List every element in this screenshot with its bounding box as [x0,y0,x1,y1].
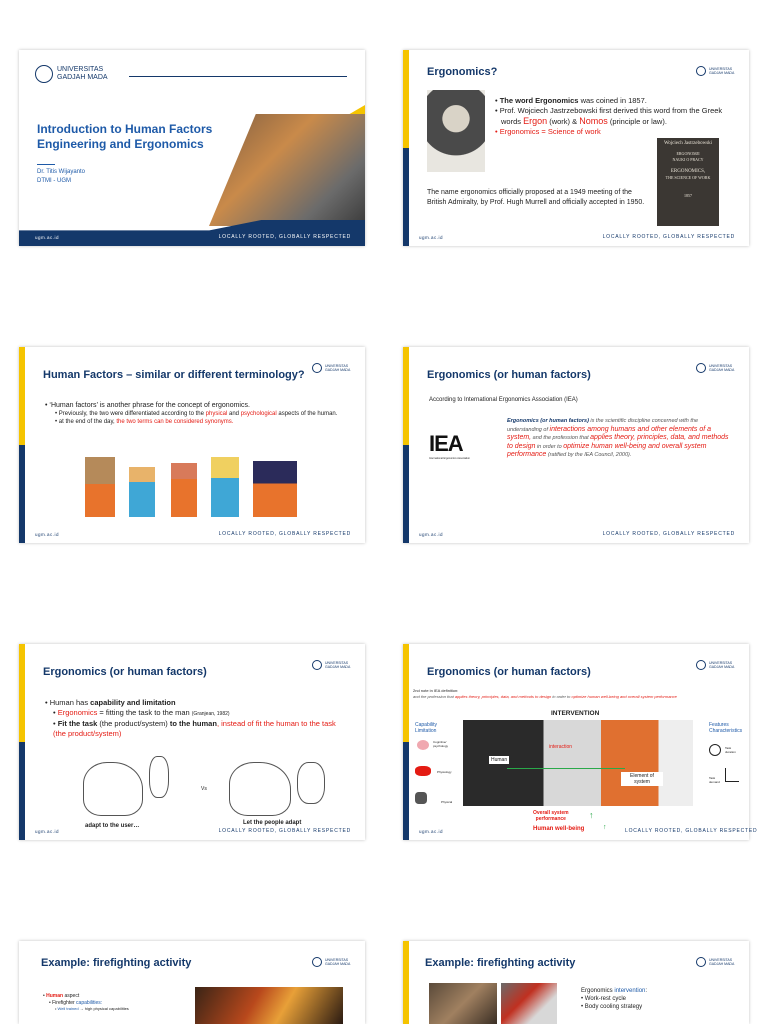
strength-icon [415,792,427,804]
definition-quote: Ergonomics (or human factors) is the scientific discipline concerned with the understanding of interactions among humans and other elements of a system, and the profession that applies theory, principles, data, and methods to design in order to optimize human well-being and overall system performance (ratified by the IEA Council, 2000). [507,418,729,458]
task-demand-label: Task demand [709,776,720,784]
figure-woman-2 [211,457,239,517]
author-dept: DTMI - UGM [37,178,71,184]
intervention-item-1: • Work-rest cycle [581,996,627,1002]
interaction-arrow [507,768,625,769]
note-body: and the profession that applies theory, principles, data, and methods to design in order to optimize human well-being and overall system performance [413,693,677,699]
title-rule [37,164,55,165]
slide-7[interactable] [19,941,365,1024]
slide-3[interactable] [19,347,365,543]
footer-site[interactable]: ugm.ac.id [419,235,444,240]
slide-title: Ergonomics (or human factors) [43,666,207,678]
sub-bullet-2: • at the end of the day, the two terms can be considered synonyms. [55,419,234,425]
slide-title: Example: firefighting activity [41,957,192,969]
iea-logo-text: IEA [429,431,463,456]
sub-bullet-2: • Fit the task (the product/system) to the human, instead of fit the human to the task (the product/system) [53,719,336,738]
subtitle: According to International Ergonomics Association (IEA) [429,397,578,403]
iea-logo-subtitle: International Ergonomics Association [429,457,470,460]
slide-title: Ergonomics? [427,66,498,78]
book-line: THE SCIENCE OF WORK [665,175,711,180]
bullet-list [45,698,345,739]
book-cover [657,138,719,226]
slide-8[interactable] [403,941,749,1024]
ugm-seal-icon [312,660,322,670]
caption-left: adapt to the user… [85,823,140,829]
cognitive-label: Cognitive/ psychology [433,740,449,748]
university-name-line1: UNIVERSITAS [57,66,104,73]
bullet-1: • Human has capability and limitation [45,698,176,707]
figure-woman-1 [129,467,155,517]
ugm-logo-text: UNIVERSITAS GADJAH MADA [325,958,351,966]
note-heading: 2nd note in IEA definition: [413,688,459,693]
footer-tagline: LOCALLY ROOTED, GLOBALLY RESPECTED [218,531,351,537]
ugm-seal-icon [696,957,706,967]
ugm-logo-text: UNIVERSITAS GADJAH MADA [325,661,351,669]
firefighter-photo-1 [429,983,497,1024]
figure-man [171,463,197,517]
slide-title: Ergonomics (or human factors) [427,666,591,678]
figure-box-head [85,457,115,517]
bullet-list [45,401,345,426]
ugm-logo [312,957,351,967]
ugm-logo [696,957,735,967]
element-of-system-label: Element of system [621,772,663,786]
bullet-1: • The word Ergonomics was coined in 1857. [495,96,647,105]
bullet-2: • Prof. Wojciech Jastrzebowski first derived this word from the Greek words Ergon (work) & Nomos (principle or law). [495,106,723,126]
system-performance-label: Overall system performance [533,810,569,822]
well-being-label: Human well-being [533,826,585,832]
portrait-image [427,90,485,172]
features-label: Features Characteristics [709,722,743,734]
slide-title: Human Factors – similar or different terminology? [43,369,305,381]
footer-tagline: LOCALLY ROOTED, GLOBALLY RESPECTED [602,234,735,240]
intervention-list [581,987,731,1011]
slide-title: Ergonomics (or human factors) [427,369,591,381]
accent-bar [403,941,409,1024]
firefighter-photo [195,987,343,1024]
accent-bar [19,347,25,543]
footer-band [19,220,365,246]
bullet-1: • ‘Human factors’ is another phrase for the concept of ergonomics. [45,402,250,409]
book-line: Wojciech Jastrzebowski [663,141,713,146]
clock-icon [709,744,721,756]
workers-photo [209,114,365,226]
header-rule [129,76,347,77]
slide-1[interactable] [19,50,365,246]
ugm-seal-icon [696,363,706,373]
footer-site[interactable]: ugm.ac.id [35,532,60,537]
footer-site[interactable]: ugm.ac.id [35,829,60,834]
footer-site[interactable]: ugm.ac.id [419,532,444,537]
bullet-list [43,993,193,1013]
figure-man-scared [253,461,297,517]
footer-tagline: LOCALLY ROOTED, GLOBALLY RESPECTED [218,828,351,834]
book-line: ERGONOMICS, [670,169,706,174]
footer-site[interactable]: ugm.ac.id [419,829,444,834]
horse-drawing-right [229,762,291,816]
chart-up-icon [725,768,739,782]
up-arrow-icon-2: ↑ [603,824,607,831]
heartbeat-icon [415,766,431,776]
sub-bullet-1: • Firefighter capabilities: [49,999,103,1006]
iea-note [413,688,739,699]
page-title: Introduction to Human Factors Engineering and Ergonomics [37,122,213,151]
ugm-logo [696,363,735,373]
cowboy-drawing-right [297,762,325,804]
paragraph: The name ergonomics officially proposed at a 1949 meeting of the British Admiralty, by Prof. Hugh Murrell and officially accepted in 1950. [427,189,645,206]
brain-icon [417,740,429,750]
slide-2[interactable] [403,50,749,246]
ugm-logo-text: UNIVERSITAS GADJAH MADA [709,364,735,372]
book-line: 1857 [684,193,692,198]
ugm-logo [696,660,735,670]
accent-bar [403,50,409,246]
accent-bar [403,644,409,840]
ugm-seal-icon [35,65,53,83]
ugm-logo-text: UNIVERSITAS GADJAH MADA [709,67,735,75]
university-logo [35,65,108,83]
book-line: ERGONOMJI [676,151,700,156]
university-name-line2: GADJAH MADA [57,74,108,81]
ugm-logo-text: UNIVERSITAS GADJAH MADA [325,364,351,372]
footer-tagline: LOCALLY ROOTED, GLOBALLY RESPECTED [218,234,351,240]
ugm-logo-text: UNIVERSITAS GADJAH MADA [709,661,735,669]
footer-tagline: LOCALLY ROOTED, GLOBALLY RESPECTED [602,531,735,537]
task-duration-label: Task duration [725,746,736,754]
bullet-3: • Ergonomics = Science of work [495,127,601,136]
sub-bullet-1: • Ergonomics = fitting the task to the man (Granjean, 1982) [53,708,230,717]
intervention-heading: Ergonomics intervention: [581,988,648,994]
bullet-1: • Human aspect [43,993,80,999]
bullet-list [495,96,727,137]
accent-bar [403,347,409,543]
interaction-label: interaction [549,744,573,750]
slide-6[interactable] [403,644,758,840]
vs-label: Vs [201,786,207,792]
cowboy-drawing-left [149,756,169,798]
slide-5[interactable] [19,644,365,840]
ugm-logo [312,660,351,670]
ugm-seal-icon [696,66,706,76]
caption-right: Let the people adapt [243,820,302,826]
accent-bar [19,644,25,840]
ugm-logo-text: UNIVERSITAS GADJAH MADA [709,958,735,966]
iea-logo [429,431,491,460]
intervention-label: INTERVENTION [551,710,600,717]
sub-bullet-2: • Well trained → high physical capabilities [55,1006,129,1011]
slide-title: Example: firefighting activity [425,957,576,969]
footer-site[interactable]: ugm.ac.id [35,235,60,240]
slide-4[interactable] [403,347,749,543]
ugm-logo [312,363,351,373]
book-line: NAUKI O PRACY [672,157,704,162]
physical-label: Physical [441,800,453,804]
firefighter-photo-2 [501,983,557,1024]
human-label: Human [491,757,508,763]
cartoon-figures [85,457,315,519]
horse-drawing-left [83,762,143,816]
ugm-seal-icon [696,660,706,670]
intervention-item-2: • Body cooling strategy [581,1004,643,1010]
ugm-logo [696,66,735,76]
physiology-label: Physiology [437,770,452,774]
ugm-seal-icon [312,957,322,967]
ugm-seal-icon [312,363,322,373]
capability-label: Capability Limitation [415,722,437,734]
up-arrow-icon: ↑ [589,810,594,820]
sub-bullet-1: • Previously, the two were differentiated according to the physical and psychological aspects of the human. [55,411,338,417]
footer-tagline: LOCALLY ROOTED, GLOBALLY RESPECTED [625,828,758,834]
author-name: Dr. Titis Wijayanto [37,169,86,175]
